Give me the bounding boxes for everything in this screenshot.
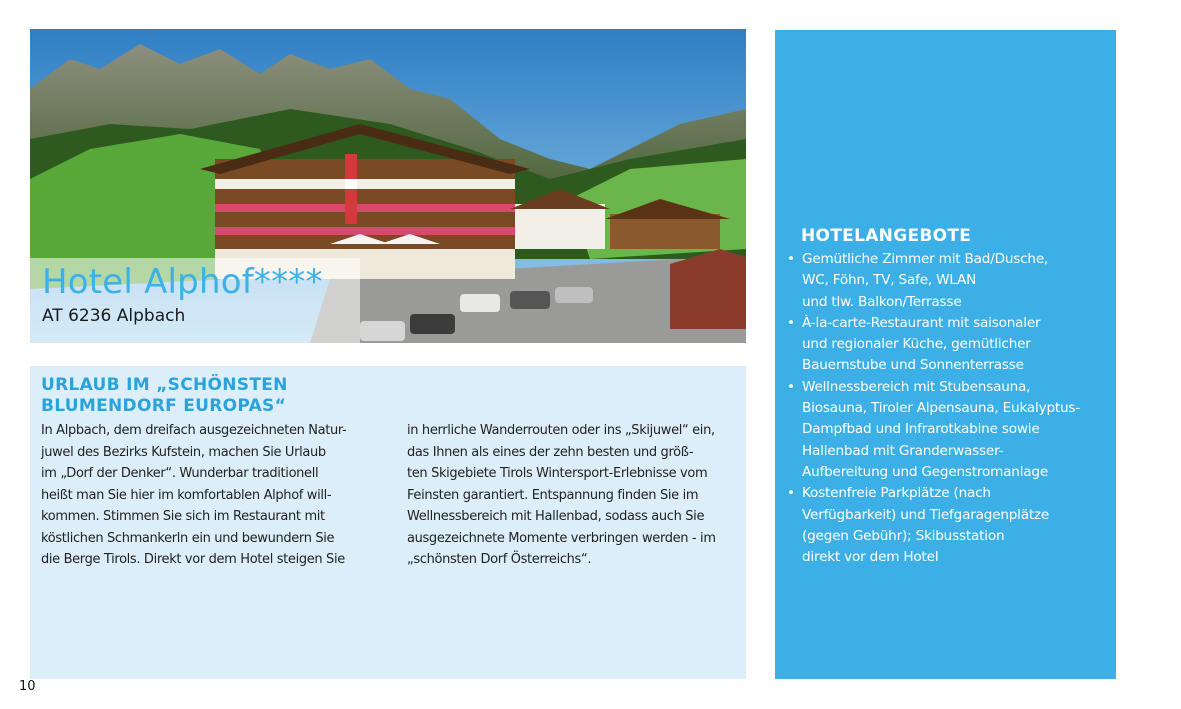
hotel-photo [30,29,746,343]
offer-item [787,313,1113,377]
page-number: 10 [19,679,36,694]
offer-item [787,249,1113,313]
hotel-name: Hotel Alphof**** [42,262,323,302]
offer-item-text: Gemütliche Zimmer mit Bad/Dusche, WC, Föhn, TV, Safe, WLAN und tlw. Balkon/Terrasse [802,251,1049,310]
description-column-1: In Alpbach, dem dreifach ausgezeichneten Natur- juwel des Bezirks Kufstein, machen Sie Urlaub im „Dorf der Denker“. Wunderbar traditionell heißt man Sie hier im komfortablen Alphof will- kommen. Stimmen Sie sich im Restaurant mit köstlichen Schmankerln ein und bewundern Sie die Berge Tirols. Direkt vor dem Hotel steigen Sie [41,423,347,567]
hotel-address: AT 6236 Alpbach [42,306,186,326]
bullet-icon: • [787,314,795,331]
offer-item-text: Wellnessbereich mit Stubensauna, Biosauna, Tiroler Alpensauna, Eukalyptus- Dampfbad und Infrarotkabine sowie Hallenbad mit Granderwasser- Aufbereitung und Gegenstromanlage [802,378,1081,480]
hotel-offers-title: HOTELANGEBOTE [801,226,972,246]
offer-item [787,377,1113,483]
bullet-icon: • [787,378,795,395]
description-column-2: in herrliche Wanderrouten oder ins „Skijuwel“ ein, das Ihnen als eines der zehn besten und größ- ten Skigebiete Tirols Wintersport-Erlebnisse vom Feinsten garantiert. Entspannung finden Sie im Wellnessbereich mit Hallenbad, sodass auch Sie ausgezeichnete Momente verbringen werden - im „schönsten Dorf Österreichs“. [407,423,716,567]
bullet-icon: • [787,251,795,267]
offer-item-text: Kostenfreie Parkplätze (nach Verfügbarkeit) und Tiefgaragenplätze (gegen Gebühr); Skibusstation direkt vor dem Hotel [802,485,1050,566]
description-heading-text: URLAUB IM „SCHÖNSTEN BLUMENDORF EUROPAS“ [41,375,288,416]
offer-item-text: À-la-carte-Restaurant mit saisonaler und regionaler Küche, gemütlicher Bauernstube und Sonnenterrasse [802,314,1041,374]
bullet-icon: • [787,485,795,502]
hotel-offers-list [787,249,1113,568]
description-panel [30,366,746,679]
offer-item [787,483,1113,568]
hotel-offers-panel [775,30,1116,679]
description-heading [41,375,288,417]
